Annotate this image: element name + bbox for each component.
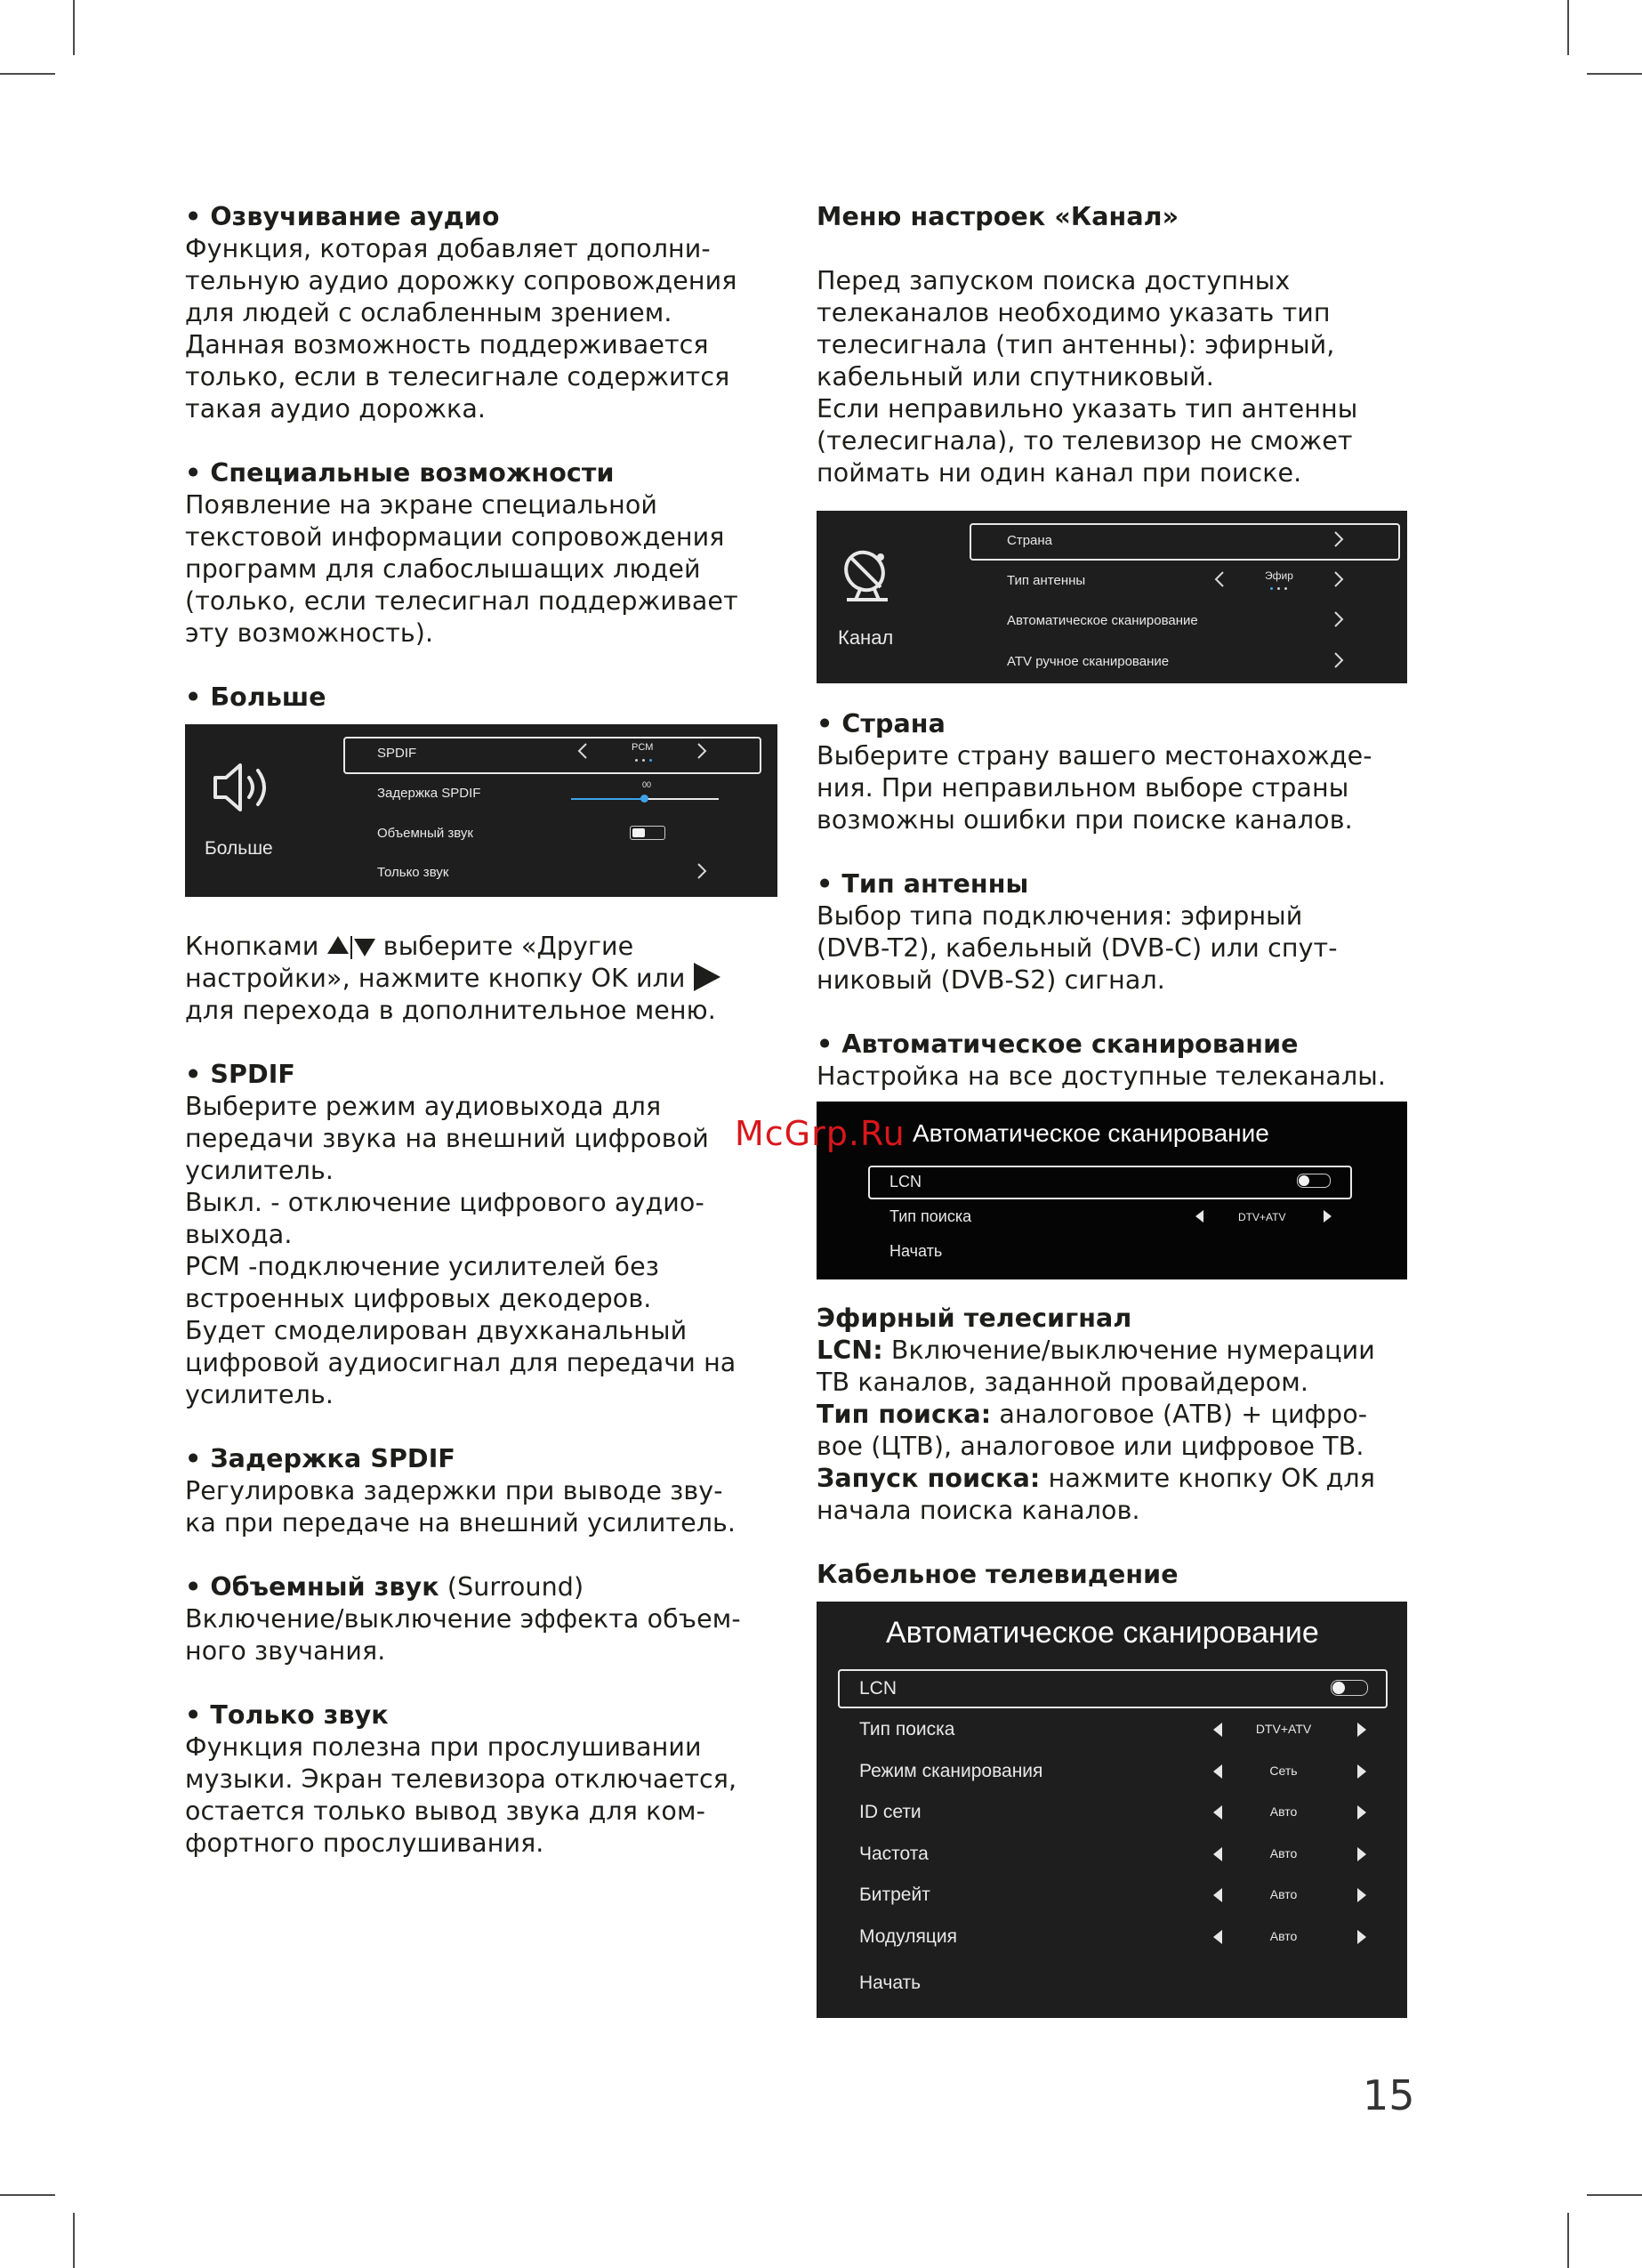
text-line: (телесигнала), то телевизор не сможет bbox=[817, 426, 1353, 456]
section-title: • Озвучивание аудио bbox=[185, 202, 500, 231]
channel-menu-screenshot bbox=[817, 511, 1407, 683]
section-title: • Объемный звук bbox=[185, 1572, 439, 1602]
text-line: никовый (DVB-S2) сигнал. bbox=[817, 965, 1165, 995]
chevron-left-icon[interactable] bbox=[1213, 569, 1226, 589]
navigation-instructions bbox=[185, 931, 790, 1027]
chevron-right-icon[interactable] bbox=[696, 861, 708, 881]
arrow-left-icon[interactable] bbox=[1213, 1805, 1222, 1820]
text-fragment: Включение/выключение нумерации bbox=[882, 1336, 1375, 1365]
chevron-right-icon[interactable] bbox=[1332, 529, 1345, 549]
arrow-right-icon[interactable] bbox=[1357, 1723, 1366, 1737]
lcn-toggle[interactable] bbox=[1297, 1174, 1331, 1188]
page-dots bbox=[635, 759, 656, 763]
separator-icon bbox=[350, 936, 352, 959]
antenna-section bbox=[817, 868, 1430, 997]
text-line: Выкл. - отключение цифрового аудио- bbox=[185, 1188, 704, 1217]
text-line: Включение/выключение эффекта объем- bbox=[185, 1604, 741, 1634]
chevron-right-icon[interactable] bbox=[1332, 569, 1345, 589]
term-label: Запуск поиска: bbox=[817, 1464, 1041, 1493]
selection-highlight bbox=[868, 1166, 1352, 1199]
chevron-right-icon[interactable] bbox=[1332, 609, 1345, 629]
arrow-right-icon[interactable] bbox=[1357, 1847, 1366, 1861]
speaker-icon bbox=[210, 760, 278, 819]
chevron-right-icon[interactable] bbox=[696, 741, 708, 761]
text-line: Выбор типа подключения: эфирный bbox=[817, 901, 1303, 931]
spdif-section bbox=[185, 1059, 790, 1411]
menu-item-sound-only[interactable]: Только звук bbox=[377, 865, 449, 880]
arrow-right-icon[interactable] bbox=[1324, 1210, 1332, 1223]
text-line: программ для слабослышащих людей bbox=[185, 554, 701, 584]
text-line: Будет смоделирован двухканальный bbox=[185, 1316, 688, 1345]
menu-caption: Канал bbox=[838, 626, 894, 649]
text-line: (DVB-T2), кабельный (DVB-C) или спут- bbox=[817, 933, 1338, 963]
sound-only-section bbox=[185, 1699, 790, 1860]
watermark: McGrp.Ru bbox=[735, 1114, 906, 1153]
term-label: LCN: bbox=[817, 1336, 883, 1365]
section-title: • SPDIF bbox=[185, 1060, 295, 1089]
menu-item-lcn[interactable]: LCN bbox=[889, 1173, 922, 1190]
text-line: текстовой информации сопровождения bbox=[185, 522, 725, 552]
satellite-icon bbox=[838, 545, 897, 611]
text-fragment: аналоговое (АТВ) + цифро- bbox=[991, 1400, 1368, 1429]
text-line: PCM -подключение усилителей без bbox=[185, 1252, 659, 1281]
text-line: для людей с ослабленным зрением. bbox=[185, 298, 672, 327]
arrow-left-icon[interactable] bbox=[1213, 1723, 1222, 1737]
channel-intro bbox=[817, 265, 1430, 489]
menu-item-start[interactable]: Начать bbox=[859, 1973, 922, 1993]
term-label: Тип поиска: bbox=[817, 1400, 992, 1429]
text-line: Функция полезна при прослушивании bbox=[185, 1732, 702, 1762]
crop-mark bbox=[0, 2194, 55, 2196]
text-line: эту возможность). bbox=[185, 618, 434, 648]
section-title: • Тип антенны bbox=[817, 869, 1029, 899]
section-title-suffix: (Surround) bbox=[439, 1572, 584, 1602]
left-column bbox=[185, 201, 790, 1860]
arrow-left-icon[interactable] bbox=[1195, 1210, 1203, 1223]
search-type-value: DTV+ATV bbox=[1238, 1211, 1286, 1223]
text-line: передачи звука на внешний цифровой bbox=[185, 1124, 709, 1153]
arrow-right-icon[interactable] bbox=[1357, 1888, 1366, 1902]
section-heading: Эфирный телесигнал bbox=[817, 1303, 1132, 1333]
crop-mark bbox=[1587, 2194, 1642, 2196]
surround-toggle[interactable] bbox=[630, 826, 665, 840]
text-line: Перед запуском поиска доступных bbox=[817, 266, 1291, 295]
autoscan-section bbox=[817, 1029, 1430, 1093]
menu-item-scan-mode[interactable]: Режим сканирования bbox=[859, 1760, 1043, 1781]
section-heading: Меню настроек «Канал» bbox=[817, 202, 1179, 231]
page-dots bbox=[1270, 587, 1292, 591]
chevron-right-icon[interactable] bbox=[1332, 650, 1345, 670]
more-menu-screenshot bbox=[185, 724, 777, 897]
menu-item-search-type[interactable]: Тип поиска bbox=[859, 1719, 955, 1739]
section-title: • Автоматическое сканирование bbox=[817, 1029, 1299, 1059]
text-line: поймать ни один канал при поиске. bbox=[817, 458, 1302, 488]
section-title: • Специальные возможности bbox=[185, 458, 615, 488]
frequency-value: Авто bbox=[1269, 1845, 1298, 1860]
menu-item-atv-manual-scan[interactable]: ATV ручное сканирование bbox=[1007, 654, 1170, 669]
menu-item-frequency[interactable]: Частота bbox=[859, 1843, 929, 1864]
section-heading: Кабельное телевидение bbox=[817, 1560, 1179, 1589]
text-line: тельную аудио дорожку сопровождения bbox=[185, 266, 737, 295]
text-line: Выберите страну вашего местонахожде- bbox=[817, 741, 1372, 771]
menu-item-start[interactable]: Начать bbox=[889, 1242, 943, 1260]
text-line: ного звучания. bbox=[185, 1636, 386, 1666]
menu-title: Автоматическое сканирование bbox=[886, 1616, 1319, 1650]
menu-item-modulation[interactable]: Модуляция bbox=[859, 1925, 957, 1947]
menu-item-surround[interactable]: Объемный звук bbox=[377, 826, 473, 841]
text-line: усилитель. bbox=[185, 1156, 334, 1185]
right-column bbox=[817, 201, 1430, 2018]
right-arrow-icon bbox=[694, 963, 720, 991]
text-line: фортного прослушивания. bbox=[185, 1828, 544, 1858]
special-features-section bbox=[185, 457, 790, 650]
crop-mark bbox=[73, 2213, 75, 2268]
text-line: возможны ошибки при поиске каналов. bbox=[817, 805, 1353, 835]
text-line: кабельный или спутниковый. bbox=[817, 362, 1214, 391]
scan-mode-value: Сеть bbox=[1269, 1763, 1298, 1778]
crop-mark bbox=[0, 73, 55, 75]
down-arrow-icon bbox=[354, 939, 375, 956]
network-id-value: Авто bbox=[1269, 1804, 1298, 1819]
country-section bbox=[817, 708, 1430, 836]
text-line: Появление на экране специальной bbox=[185, 490, 658, 520]
text-line: музыки. Экран телевизора отключается, bbox=[185, 1764, 737, 1794]
menu-item-spdif[interactable]: SPDIF bbox=[377, 746, 417, 761]
menu-item-spdif-delay[interactable]: Задержка SPDIF bbox=[377, 786, 481, 801]
text-fragment: Кнопками bbox=[185, 932, 319, 961]
bitrate-value: Авто bbox=[1269, 1887, 1298, 1901]
crop-mark bbox=[73, 0, 75, 55]
arrow-right-icon[interactable] bbox=[1357, 1930, 1366, 1944]
spdif-delay-section bbox=[185, 1443, 790, 1539]
text-line: телесигнала (тип антенны): эфирный, bbox=[817, 330, 1335, 359]
text-line: вое (ЦТВ), аналоговое или цифровое ТВ. bbox=[817, 1432, 1364, 1461]
text-line: (только, если телесигнал поддерживает bbox=[185, 586, 738, 616]
section-title: • Страна bbox=[817, 709, 946, 739]
delay-slider[interactable] bbox=[571, 798, 719, 800]
crop-mark bbox=[1567, 0, 1569, 55]
arrow-left-icon[interactable] bbox=[1213, 1888, 1222, 1902]
text-line: остается только вывод звука для ком- bbox=[185, 1796, 705, 1826]
spdif-value: PCM bbox=[632, 742, 654, 753]
arrow-left-icon[interactable] bbox=[1213, 1930, 1222, 1944]
menu-item-auto-scan[interactable]: Автоматическое сканирование bbox=[1007, 613, 1198, 628]
page-number: 15 bbox=[1363, 2071, 1415, 2119]
selection-highlight bbox=[838, 1669, 1388, 1708]
menu-item-bitrate[interactable]: Битрейт bbox=[859, 1885, 930, 1905]
text-line: ка при передаче на внешний усилитель. bbox=[185, 1508, 736, 1538]
arrow-right-icon[interactable] bbox=[1357, 1805, 1366, 1820]
text-fragment: нажмите кнопку OK для bbox=[1040, 1464, 1375, 1493]
text-line: Если неправильно указать тип антенны bbox=[817, 394, 1358, 424]
text-line: начала поиска каналов. bbox=[817, 1496, 1140, 1525]
text-line: цифровой аудиосигнал для передачи на bbox=[185, 1348, 736, 1377]
section-title: • Больше bbox=[185, 682, 326, 712]
menu-caption: Больше bbox=[205, 838, 273, 859]
menu-title: Автоматическое сканирование bbox=[913, 1119, 1269, 1147]
antenna-value: Эфир bbox=[1265, 569, 1293, 582]
modulation-value: Авто bbox=[1269, 1928, 1298, 1943]
text-line: Регулировка задержки при выводе зву- bbox=[185, 1476, 723, 1505]
crop-mark bbox=[1567, 2213, 1569, 2268]
menu-item-lcn[interactable]: LCN bbox=[859, 1678, 897, 1699]
text-fragment: настройки», нажмите кнопку OK или bbox=[185, 964, 686, 993]
autoscan-cable-screenshot bbox=[817, 1602, 1407, 2018]
menu-item-country[interactable]: Страна bbox=[1007, 533, 1053, 548]
chevron-left-icon[interactable] bbox=[576, 741, 589, 761]
air-signal-section bbox=[817, 1303, 1430, 1527]
text-line: выхода. bbox=[185, 1220, 293, 1249]
audio-description-section bbox=[185, 201, 790, 425]
menu-item-search-type[interactable]: Тип поиска bbox=[889, 1207, 972, 1225]
text-line: ТВ каналов, заданной провайдером. bbox=[817, 1368, 1309, 1397]
text-line: Выберите режим аудиовыхода для bbox=[185, 1092, 662, 1121]
text-line: Функция, которая добавляет дополни- bbox=[185, 234, 711, 263]
lcn-toggle[interactable] bbox=[1331, 1680, 1368, 1696]
section-title: • Задержка SPDIF bbox=[185, 1444, 455, 1473]
slider-value: 00 bbox=[642, 780, 652, 789]
text-line: только, если в телесигнале содержится bbox=[185, 362, 730, 391]
text-line: встроенных цифровых декодеров. bbox=[185, 1284, 652, 1313]
text-line: ния. При неправильном выборе страны bbox=[817, 773, 1349, 803]
text-line: усилитель. bbox=[185, 1380, 334, 1409]
section-title: • Только звук bbox=[185, 1700, 389, 1730]
surround-section bbox=[185, 1571, 790, 1667]
menu-item-antenna-type[interactable]: Тип антенны bbox=[1007, 573, 1086, 588]
search-type-value: DTV+ATV bbox=[1255, 1722, 1312, 1736]
arrow-right-icon[interactable] bbox=[1357, 1764, 1366, 1779]
text-line: телеканалов необходимо указать тип bbox=[817, 298, 1331, 327]
arrow-left-icon[interactable] bbox=[1213, 1847, 1222, 1861]
menu-item-network-id[interactable]: ID сети bbox=[859, 1802, 922, 1822]
up-arrow-icon bbox=[327, 936, 349, 954]
text-line: Настройка на все доступные телеканалы. bbox=[817, 1061, 1387, 1091]
crop-mark bbox=[1587, 73, 1642, 75]
arrow-left-icon[interactable] bbox=[1213, 1764, 1222, 1779]
text-line: для перехода в дополнительное меню. bbox=[185, 996, 716, 1025]
text-fragment: выберите «Другие bbox=[382, 932, 634, 961]
text-line: Данная возможность поддерживается bbox=[185, 330, 709, 359]
text-line: такая аудио дорожка. bbox=[185, 394, 487, 424]
